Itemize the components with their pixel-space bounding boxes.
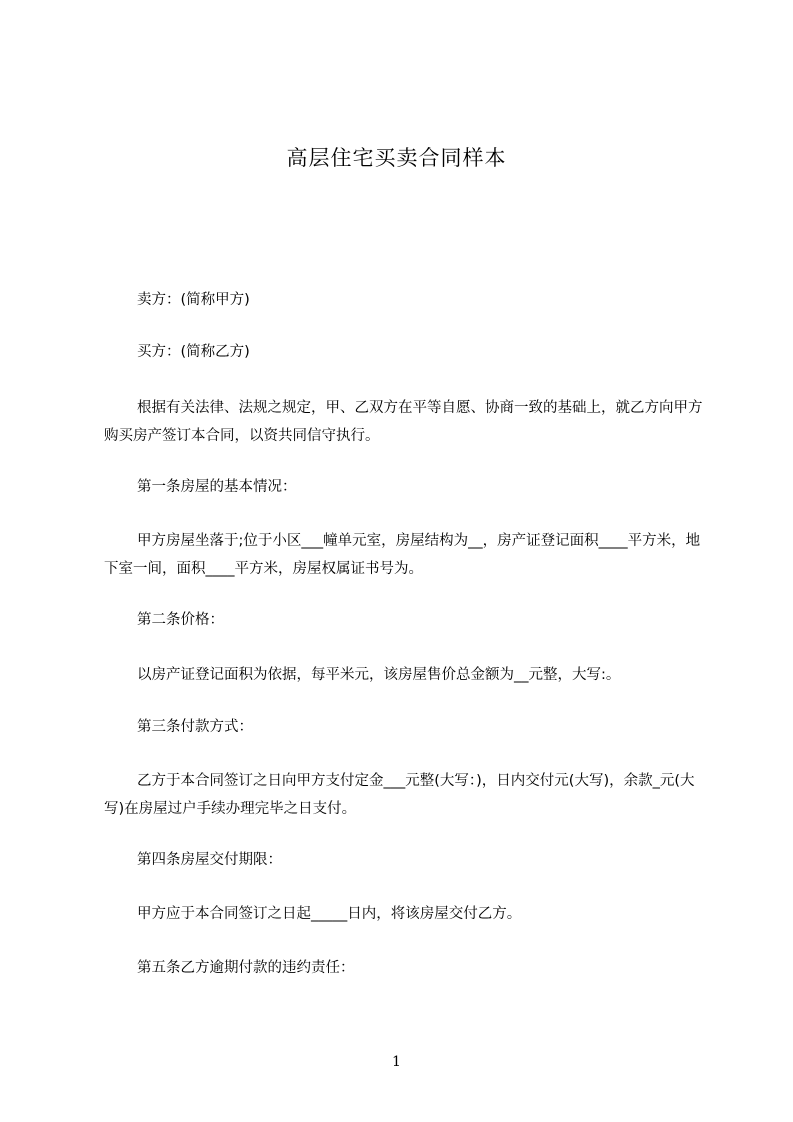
article-2-heading: 第二条价格：: [137, 612, 224, 628]
preamble-paragraph: 根据有关法律、法规之规定，甲、乙双方在平等自愿、协商一致的基础上，就乙方向甲方购买房产签订本合同，以资共同信守执行。: [104, 400, 703, 444]
article-2-body: 以房产证登记面积为依据，每平米元，该房屋售价总金额为__元整，大写:。: [137, 667, 621, 683]
seller-line: 卖方：(简称甲方): [137, 292, 250, 308]
buyer-line: 买方：(简称乙方): [137, 344, 250, 360]
article-1-body: 甲方房屋坐落于;位于小区___幢单元室，房屋结构为__，房产证登记面积____平方米，地下室一间，面积____平方米，房屋权属证书号为。: [104, 533, 701, 577]
page-number: 1: [392, 1054, 401, 1070]
article-3-body: 乙方于本合同签订之日向甲方支付定金___元整(大写：)，日内交付元(大写)，余款_元(大写)在房屋过户手续办理完毕之日支付。: [104, 773, 695, 817]
article-4-body: 甲方应于本合同签订之日起_____日内，将该房屋交付乙方。: [137, 906, 522, 922]
article-5-heading: 第五条乙方逾期付款的违约责任：: [137, 960, 355, 976]
article-1-heading: 第一条房屋的基本情况：: [137, 479, 297, 495]
article-4-heading: 第四条房屋交付期限：: [137, 852, 282, 868]
article-3-heading: 第三条付款方式：: [137, 719, 253, 735]
document-title: 高层住宅买卖合同样本: [286, 146, 507, 170]
